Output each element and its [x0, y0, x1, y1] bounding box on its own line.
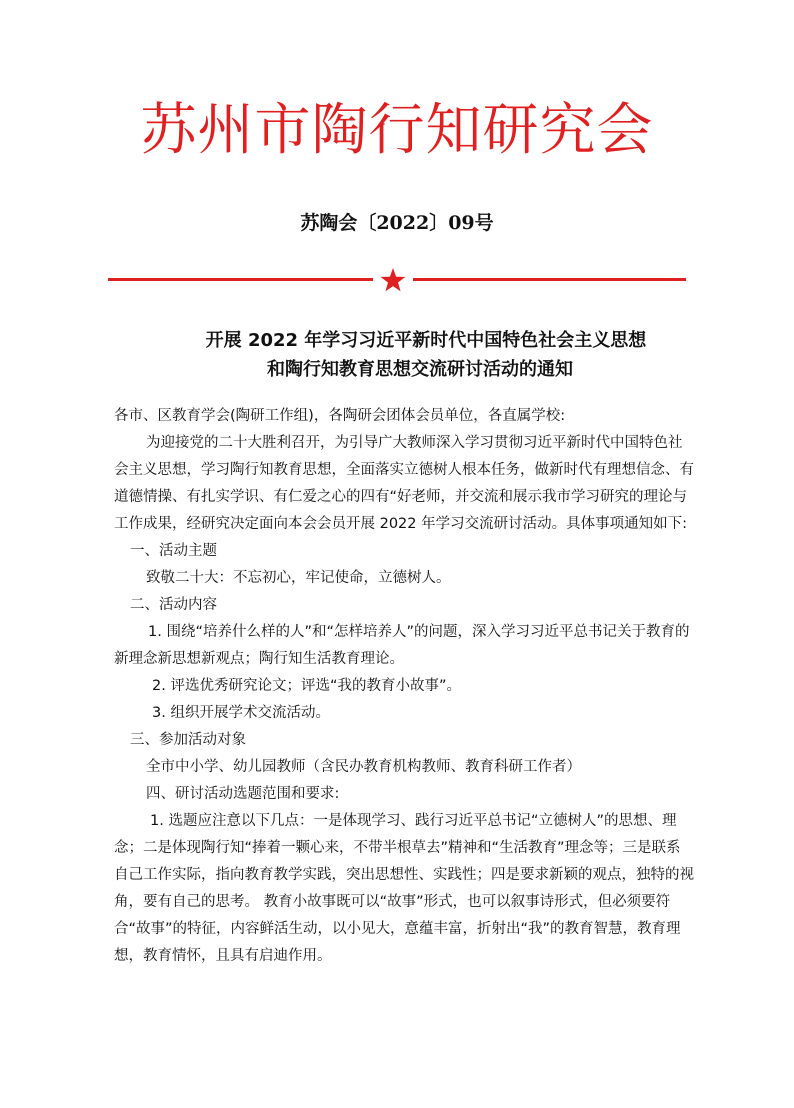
section2-item3: 3. 组织开展学术交流活动。	[152, 705, 330, 721]
document-number: 苏陶会〔2022〕09号	[300, 212, 494, 234]
section4-heading: 四、研讨活动选题范围和要求:	[146, 786, 340, 802]
divider-line-left	[108, 278, 373, 281]
notice-title	[0, 326, 794, 384]
section2-heading: 二、活动内容	[130, 597, 217, 613]
intro-paragraph: 为迎接党的二十大胜利召开，为引导广大教师深入学习贯彻习近平新时代中国特色社会主义思想，学习陶行知教育思想，全面落实立德树人根本任务，做新时代有理想信念、有道德情操、有扎实学识、有仁爱之心的四有“好老师，并交流和展示我市学习研究的理论与工作成果，经研究决定面向本会会员开展 2022 年学习交流研讨活动。具体事项通知如下:	[114, 435, 694, 532]
section1-text: 致敬二十大：不忘初心，牢记使命，立德树人。	[146, 570, 451, 586]
section4-item1: 1. 选题应注意以下几点：一是体现学习、践行习近平总书记“立德树人”的思想、理念；二是体现陶行知“捧着一颗心来，不带半根草去”精神和“生活教育”理念等；三是联系自己工作实际，指向教育教学实践，突出思想性、实践性；四是要求新颖的观点，独特的视角，要有自己的思考。 教育小故事既可以“故事”形式，也可以叙事诗形式，但必须要符合“故事”的特征，内容鲜活生动，以小见大，意蕴丰富，折射出“我”的教育智慧，教育理想，教育情怀，且具有启迪作用。	[114, 813, 694, 964]
section2-item1: 1. 围绕“培养什么样的人”和“怎样培养人”的问题，深入学习习近平总书记关于教育的新理念新思想新观点；陶行知生活教育理论。	[114, 624, 690, 667]
divider-line-right	[413, 278, 686, 281]
section3-heading: 三、参加活动对象	[130, 732, 246, 748]
addressee: 各市、区教育学会(陶研工作组)，各陶研会团体会员单位，各直属学校:	[114, 408, 566, 424]
section2-item2: 2. 评选优秀研究论文；评选“我的教育小故事”。	[152, 678, 461, 694]
notice-title-line2: 和陶行知教育思想交流研讨活动的通知	[267, 359, 573, 380]
notice-title-line1: 开展 2022 年学习习近平新时代中国特色社会主义思想	[205, 330, 647, 351]
star-icon	[380, 268, 406, 292]
section1-heading: 一、活动主题	[130, 543, 217, 559]
notice-body	[114, 403, 694, 970]
section3-text: 全市中小学、幼儿园教师（含民办教育机构教师、教育科研工作者）	[146, 759, 581, 775]
red-divider	[108, 268, 686, 292]
organization-name: 苏州市陶行知研究会	[140, 98, 654, 163]
